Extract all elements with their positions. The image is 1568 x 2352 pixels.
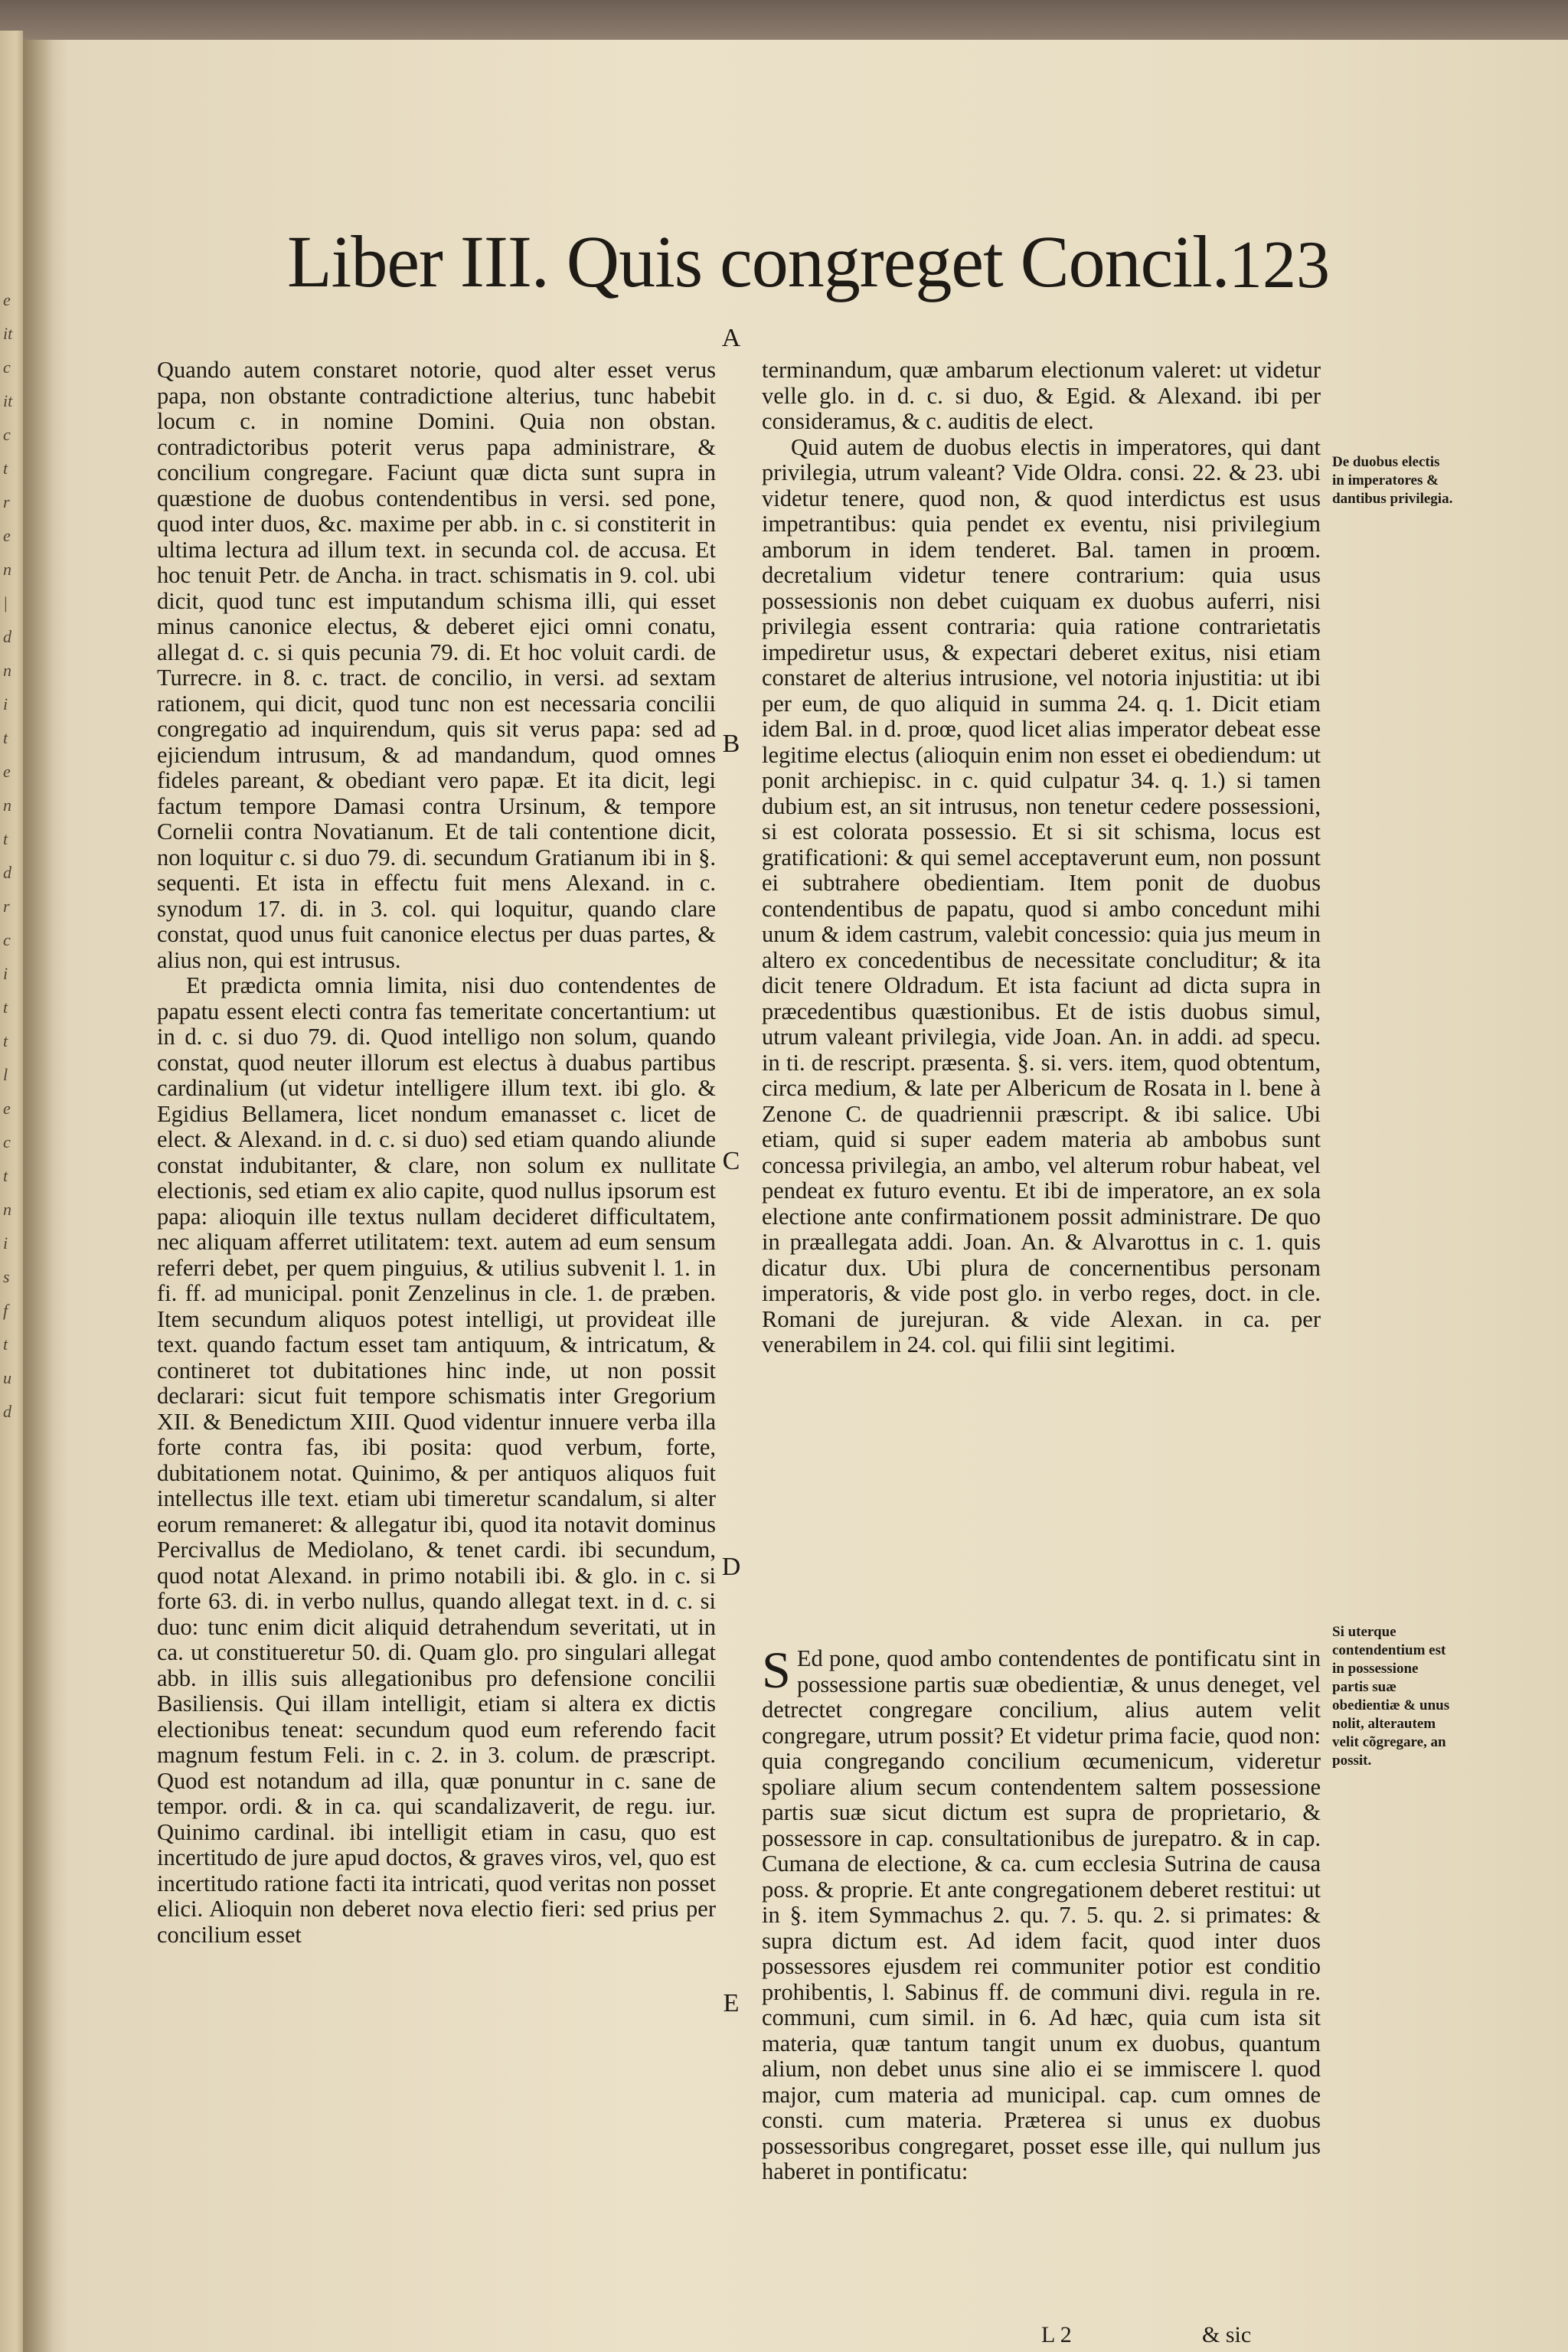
paragraph: Quid autem de duobus electis in imperatores, qui dant privilegia, utrum valeant? Vide Oldra. consi. 22. & 23. ubi videtur tenere, quod non, & quod interdictus est usus impetrantibus: quia pendet ex eventu, nisi privilegium amborum in idem tenderet. Bal. tamen in proœm. decretalium videtur tenere contrarium: quia usus possessionis non debet cuiquam ex duobus auferri, nisi privilegia essent contraria: quia ratione contrarietatis impediretur usus, & expectari deberet exitus, nisi etiam constaret de alterius intrusione, vel notoria injustitia: ut ibi per eum, de quo aliquid in summa 24. q. 1. Dicit etiam idem Bal. in d. proœ, quod licet alias imperator debeat esse legitime electus (alioquin enim non esset ei obediendum: ut ponit archiepisc. in c. quid culpatur 34. q. 1.) si tamen dubium est, an sit intrusus, non tenetur cedere possessioni, si est colorata possessio. Et si sit schisma, locus est gratificationi: & qui semel acceptaverunt eum, non possunt ei subtrahere obedientiam. Item ponit de duobus contendentibus de papatu, quod si ambo concedunt mihi unum & idem castrum, valebit concessio: quia jus meum in altero ex concedentibus de necessitate concluditur; & ita dicit tenere Oldradum. Et ista faciunt ad dicta supra in præcedentibus quæstionibus. Et de istis duobus simul, utrum valeant privilegia, vide Joan. An. in addi. ad specu. in ti. de rescript. præsenta. §. si. vers. item, quod obtentum, circa medium, & late per Albericum de Rosata in l. bene à Zenone C. de quadriennii præscript. & ibi salice. Ubi etiam, quid si super eadem materia ab ambobus sunt concessa privilegia, an ambo, vel alterum robur habeat, vel pendeat ex futuro eventu. Et ibi de imperatore, an ex sola electione ante confirmationem possit administrare. De quo in præallegata addi. Joan. An. & Alvarottus in c. 1. quis dicatur dux. Ubi plura de concernentibus personam imperatoris, & vide post glo. in verbo reges, doct. in cle. Romani de jurejuran. & vide Alexan. in ca. per venerabilem in 24. col. qui filii sint legitimi.: [762, 433, 1321, 1357]
page-title: Liber III. Quis congreget Concil.: [287, 220, 1230, 302]
paragraph: Et prædicta omnia limita, nisi duo contendentes de papatu essent electi contra fas temeritate concertantium: ut in d. c. si duo 79. di. Quod intelligo non solum, quando constat, quod neuter illorum est electus à duabus partibus cardinalium (ut videtur intelligere illum text. ibi glo. & Egidius Bellamera, licet nondum emanasset c. licet de elect. & Alexand. in d. c. si duo) sed etiam quando aliunde constat indubitanter, & clare, non solum ex nullitate electionis, sed etiam ex alio capite, quod nullus ipsorum est papa: alioquin ille textus nullam decideret difficultatem, nec aliquam afferret utilitatem: text. autem ad eum sensum referri debet, per quem pinguius, & utilius subvenit l. 1. in fi. ff. ad municipal. ponit Zenzelinus in cle. 1. de præben. Item secundum aliquos potest intelligi, ut provideat ille text. quando factum esset tam antiquum, & intricatum, & contineret tot dubitationes hinc inde, ut non possit declarari: sicut fuit tempore schismatis inter Gregorium XII. & Benedictum XIII. Quod videntur innuere verba illa forte contra fas, ibi posita: quod verbum, forte, dubitationem notat. Quinimo, & per antiquos aliquos fuit intellectus ille text. etiam ubi timeretur scandalum, si alter eorum remaneret: & allegatur ibi, quod ita notavit dominus Percivallus de Mediolano, & tenet cardi. ibi secundum, quod notat Alexand. in primo notabili ibi. & glo. in c. si forte 63. di. in verbo nullus, quando allegat text. in d. c. si duo: tunc enim dicit aliquid detrahendum severitati, ut in ca. ut constitueretur 50. di. Quam glo. pro singulari allegat abb. in illis suis allegationibus pro defensione concilii Basiliensis. Qui illam intelligit, etiam si altera ex dictis electionibus teneat: secundum quod eum referendo facit magnum festum Feli. in c. 2. in 3. colum. de præscript. Quod est notandum ad illa, quæ ponuntur in c. sane de tempor. ordi. & in ca. qui scandalizaverit, de regu. iur. Quinimo cardinal. ibi intelligit etiam in casu, quo est incertitudo de jure apud doctos, & graves viros, vel, quo est incertitudo ratione facti ita intricati, quod veritas non posset elici. Alioquin non deberet nova electio fieri: sed prius per concilium esset: [157, 972, 716, 1948]
paragraph: terminandum, quæ ambarum electionum valeret: ut videtur velle glo. in d. c. si duo, & Egid. & Alexand. ibi per consideramus, & c. auditis de elect.: [762, 357, 1321, 434]
margin-letter-c: C: [722, 1147, 740, 1175]
gutter-shadow: [23, 40, 54, 2352]
signature-mark: L 2: [1041, 2322, 1072, 2347]
right-column-section: [762, 1641, 1321, 2185]
facing-page-fragments: e it c it c t r e n | d n i t e n t d r c i t t l e c t n i s f t u d: [3, 290, 13, 1421]
margin-letter-e: E: [723, 1989, 740, 2017]
paragraph: [762, 1641, 1321, 2185]
side-note: Si uterque contendentium est in possessione partis suæ obedientiæ & unus nolit, alterautem velit cõgregare, an possit.: [1332, 1624, 1450, 1769]
right-column: [762, 358, 1321, 1358]
margin-letter-a: A: [721, 324, 741, 352]
facing-page-edge: [0, 31, 23, 2352]
book-page: [23, 40, 1568, 2352]
margin-letter-b: B: [722, 730, 740, 758]
left-column: [157, 358, 716, 1948]
side-note: De duobus electis in imperatores & dantibus privilegia.: [1332, 454, 1453, 507]
initial-letter: S: [762, 1641, 791, 1699]
paragraph: Quando autem constaret notorie, quod alter esset verus papa, non obstante contradictione alterius, tunc habebit locum c. in nomine Domini. Quia non obstan. contradictoribus poterit verus papa administrare, & concilium congregare. Faciunt quæ dicta sunt supra in quæstione de duobus contendentibus in versi. sed pone, quod inter duos, &c. maxime per abb. in c. si constiterit in ultima lectura ad illum text. in secunda col. de accusa. Et hoc tenuit Petr. de Ancha. in tract. schismatis in 9. col. ubi dicit, quod tunc est imputandum schisma illi, qui esset minus canonice electus, & deberet ejici omni conatu, allegat d. c. si quis pecunia 79. di. Et hoc voluit cardi. de Turrecre. in 8. c. tract. de concilio, in versi. ad sextam rationem, qui dicit, quod tunc non est necessaria concilii congregatio ad inquirendum, quis sit verus papa: sed ad ejiciendum intrusum, & ad mandandum, quod omnes fideles pareant, & obediant vero papæ. Et ita dicit, legi factum tempore Damasi contra Ursinum, & tempore Cornelii contra Novatianum. Et de tali contentione dicit, non loquitur c. si duo 79. di. secundum Gratianum ibi in §. sequenti. Et ista in effectu fuit mens Alexand. in c. synodum 17. di. in 3. col. qui loquitur, quando clare constat, quod unus fuit canonice electus per duas partes, & alius non, qui est intrusus.: [157, 357, 716, 973]
paragraph-text: Ed pone, quod ambo contendentes de pontificatu sint in possessione partis suæ obedientiæ, & unus deneget, vel detrectet congregare concilium, alius autem velit congregare, utrum possit? Et videtur prima facie, quod non: quia congregando concilium œcumenicum, videretur spoliare alium secum contendentem saltem possessione partis suæ sicut dictum est supra de proprietario, & possessore in cap. consultationibus de jurepatro. & in cap. Cumana de electione, & ca. cum ecclesia Sutrina de causa poss. & proprie. Et ante congregationem deberet restitui: ut in §. item Symmachus 2. qu. 7. 5. qu. 2. si primates: & supra dictum est. Ad idem facit, quod inter duos possessores ejusdem rei communiter potior est conditio prohibentis, l. Sabinus ff. de communi divi. regula in re. communi, cum simil. in 6. Ad hæc, quia cum ista sit materia, quæ tantum tangit unum ex duobus, quantum alium, non debet unus sine alio ei se immiscere l. quod major, cum materia ad municipal. cap. cum omnes de consti. cum materia. Præterea si unus ex duobus possessoribus congregaret, posset esse ille, qui nullum jus haberet in pontificatu:: [762, 1645, 1321, 2184]
page-number: 123: [1229, 228, 1330, 302]
margin-letter-d: D: [721, 1553, 741, 1581]
catchword: & sic: [1202, 2322, 1252, 2347]
